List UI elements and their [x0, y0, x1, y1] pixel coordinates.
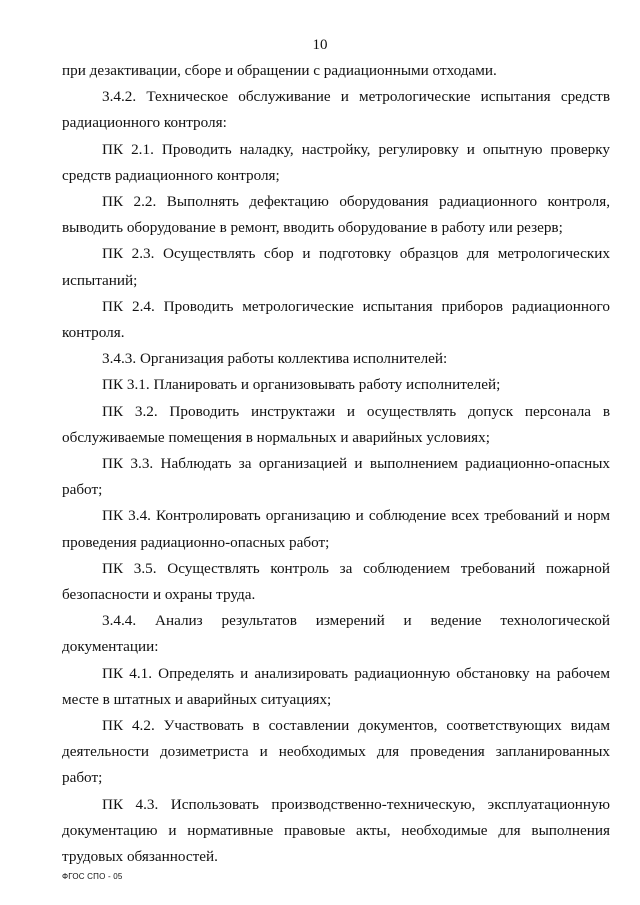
competency-item: ПК 3.1. Планировать и организовывать работу исполнителей; [102, 376, 501, 394]
section-heading: 3.4.2. Техническое обслуживание и метрологические испытания средств радиационного контроля: [62, 88, 610, 132]
competency-item: ПК 4.3. Использовать производственно-техническую, эксплуатационную документацию и нормативные правовые акты, необходимые для выполнения трудовых обязанностей. [62, 795, 610, 866]
document-body [62, 58, 610, 870]
competency-item: ПК 2.4. Проводить метрологические испытания приборов радиационного контроля. [62, 297, 610, 342]
competency-item: ПК 2.1. Проводить наладку, настройку, регулировку и опытную проверку средств радиационного контроля; [62, 140, 610, 184]
section-heading: 3.4.4. Анализ результатов измерений и ведение технологической документации: [62, 612, 610, 656]
competency-item: ПК 3.2. Проводить инструктажи и осуществлять допуск персонала в обслуживаемые помещения в нормальных и аварийных условиях; [62, 402, 610, 446]
competency-item: ПК 3.5. Осуществлять контроль за соблюдением требований пожарной безопасности и охраны труда. [62, 559, 610, 604]
competency-item: ПК 4.2. Участвовать в составлении документов, соответствующих видам деятельности дозиметриста и необходимых для проведения запланированных работ; [62, 717, 610, 787]
competency-item: ПК 3.4. Контролировать организацию и соблюдение всех требований и норм проведения радиационно-опасных работ; [62, 507, 610, 551]
competency-item: ПК 2.3. Осуществлять сбор и подготовку образцов для метрологических испытаний; [62, 245, 610, 289]
footer-label: ФГОС СПО - 05 [62, 872, 123, 881]
competency-item: ПК 4.1. Определять и анализировать радиационную обстановку на рабочем месте в штатных и аварийных ситуациях; [62, 664, 610, 708]
page-number: 10 [312, 37, 328, 53]
section-heading: 3.4.3. Организация работы коллектива исполнителей: [102, 350, 448, 368]
paragraph: при дезактивации, сборе и обращении с радиационными отходами. [62, 62, 497, 79]
competency-item: ПК 3.3. Наблюдать за организацией и выполнением радиационно-опасных работ; [62, 455, 610, 499]
competency-item: ПК 2.2. Выполнять дефектацию оборудования радиационного контроля, выводить оборудование в ремонт, вводить оборудование в работу или резерв; [62, 193, 610, 237]
